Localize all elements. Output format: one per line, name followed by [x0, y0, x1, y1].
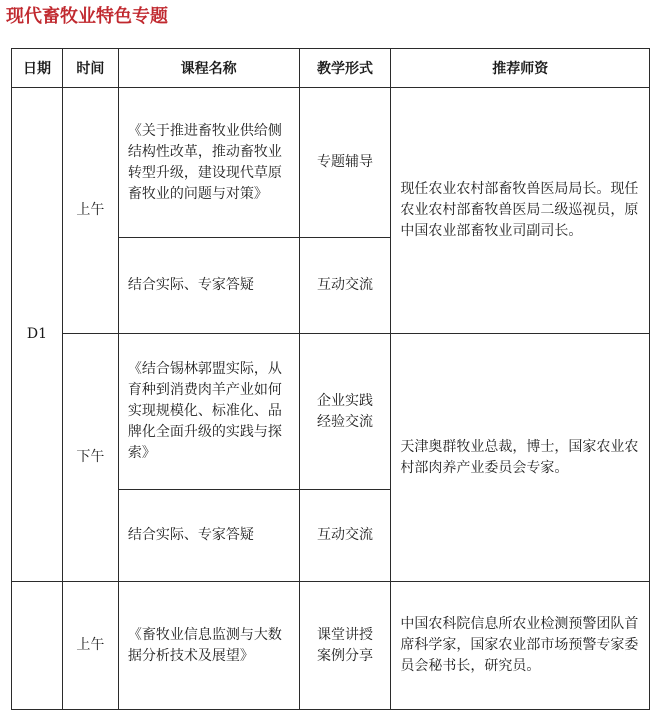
- header-time: 时间: [62, 49, 118, 88]
- schedule-table: [11, 48, 650, 710]
- form-cell: 互动交流: [299, 238, 391, 334]
- course-cell: 结合实际、专家答疑: [118, 490, 299, 582]
- table-row: [12, 582, 650, 710]
- header-day: 日期: [12, 49, 63, 88]
- form-cell: 企业实践经验交流: [299, 334, 391, 490]
- table-header-row: [12, 49, 650, 88]
- teacher-cell: 中国农科院信息所农业检测预警团队首席科学家，国家农业部市场预警专家委员会秘书长，研究员。: [391, 582, 650, 710]
- time-cell: 上午: [62, 88, 118, 334]
- course-cell: 《结合锡林郭盟实际，从育种到消费肉羊产业如何实现规模化、标准化、品牌化全面升级的实践与探索》: [118, 334, 299, 490]
- day-cell: [12, 582, 63, 710]
- form-cell: 互动交流: [299, 490, 391, 582]
- course-cell: 《畜牧业信息监测与大数据分析技术及展望》: [118, 582, 299, 710]
- header-teacher: 推荐师资: [391, 49, 650, 88]
- course-cell: 《关于推进畜牧业供给侧结构性改革，推动畜牧业转型升级，建设现代草原畜牧业的问题与对策》: [118, 88, 299, 238]
- time-cell: 上午: [62, 582, 118, 710]
- table-row: [12, 88, 650, 238]
- time-cell: 下午: [62, 334, 118, 582]
- teacher-cell: 现任农业农村部畜牧兽医局局长。现任农业农村部畜牧兽医局二级巡视员，原中国农业部畜牧业司副司长。: [391, 88, 650, 334]
- header-form: 教学形式: [299, 49, 391, 88]
- page-title: 现代畜牧业特色专题: [6, 6, 168, 27]
- form-cell: 课堂讲授案例分享: [299, 582, 391, 710]
- table-row: [12, 334, 650, 490]
- day-cell: D1: [12, 88, 63, 582]
- course-cell: 结合实际、专家答疑: [118, 238, 299, 334]
- form-cell: 专题辅导: [299, 88, 391, 238]
- teacher-cell: 天津奥群牧业总裁，博士，国家农业农村部肉养产业委员会专家。: [391, 334, 650, 582]
- header-course: 课程名称: [118, 49, 299, 88]
